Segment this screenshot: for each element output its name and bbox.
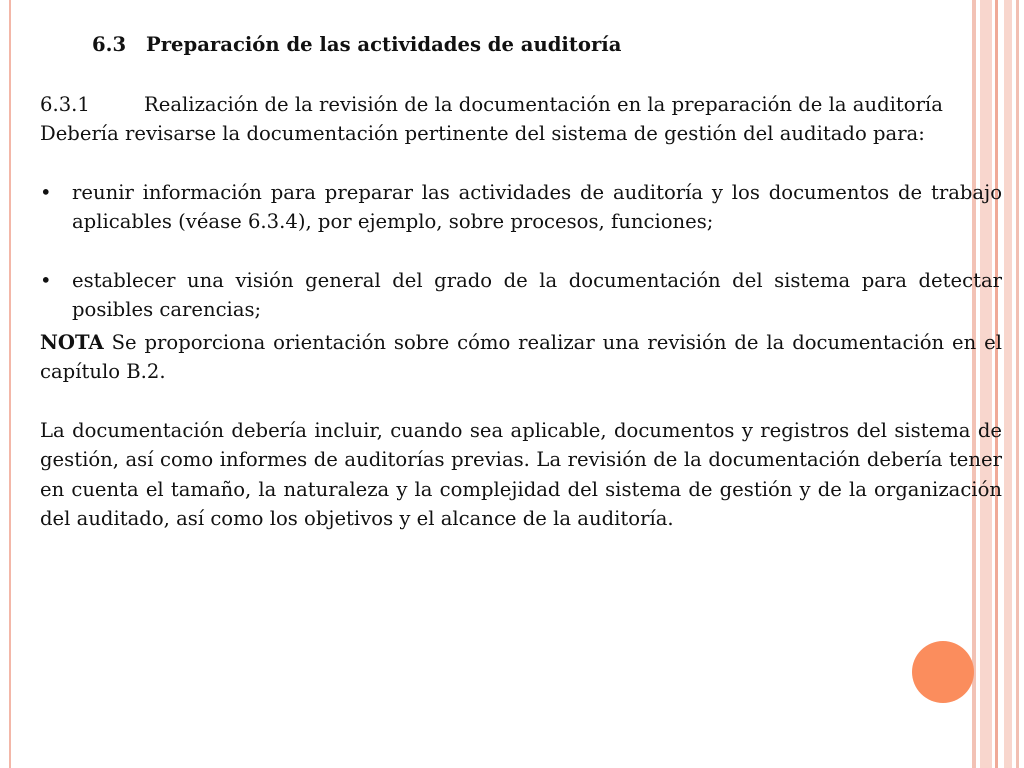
intro-paragraph: Debería revisarse la documentación pertinente del sistema de gestión del auditado para:	[40, 122, 925, 145]
section-number: 6.3	[92, 33, 127, 56]
right-border-stripe	[1016, 0, 1019, 768]
bullet-text: establecer una visión general del grado de la documentación del sistema para detectar posibles carencias;	[72, 268, 1002, 321]
note-text: Se proporciona orientación sobre cómo realizar una revisión de la documentación en el capítulo B.2.	[40, 330, 1002, 383]
bullet-text: reunir información para preparar las actividades de auditoría y los documentos de trabajo aplicables (véase 6.3.4), por ejemplo, sobre procesos, funciones;	[72, 180, 1002, 233]
closing-paragraph: La documentación debería incluir, cuando sea aplicable, documentos y registros del sistema de gestión, así como informes de auditorías previas. La revisión de la documentación debería tener en cuenta el tamaño, la naturaleza y la complejidad del sistema de gestión y de la organización del auditado, así como los objetivos y el alcance de la auditoría.	[40, 418, 1002, 530]
section-heading	[92, 30, 1002, 60]
subsection-title: Realización de la revisión de la documentación en la preparación de la auditoría	[144, 92, 943, 116]
decorative-circle	[912, 641, 974, 703]
bullet-icon: •	[40, 268, 52, 292]
note-paragraph	[40, 328, 1002, 387]
bullet-icon: •	[40, 180, 52, 204]
bullet-item	[40, 266, 1002, 325]
bullet-item	[40, 178, 1002, 237]
right-border-stripe	[1004, 0, 1012, 768]
left-border-line	[9, 0, 11, 768]
subsection-heading	[40, 90, 1002, 120]
section-title: Preparación de las actividades de auditoría	[146, 33, 622, 56]
slide-content	[40, 30, 1002, 534]
subsection-number: 6.3.1	[40, 92, 90, 116]
note-label: NOTA	[40, 330, 104, 354]
bullet-list	[40, 178, 1002, 325]
